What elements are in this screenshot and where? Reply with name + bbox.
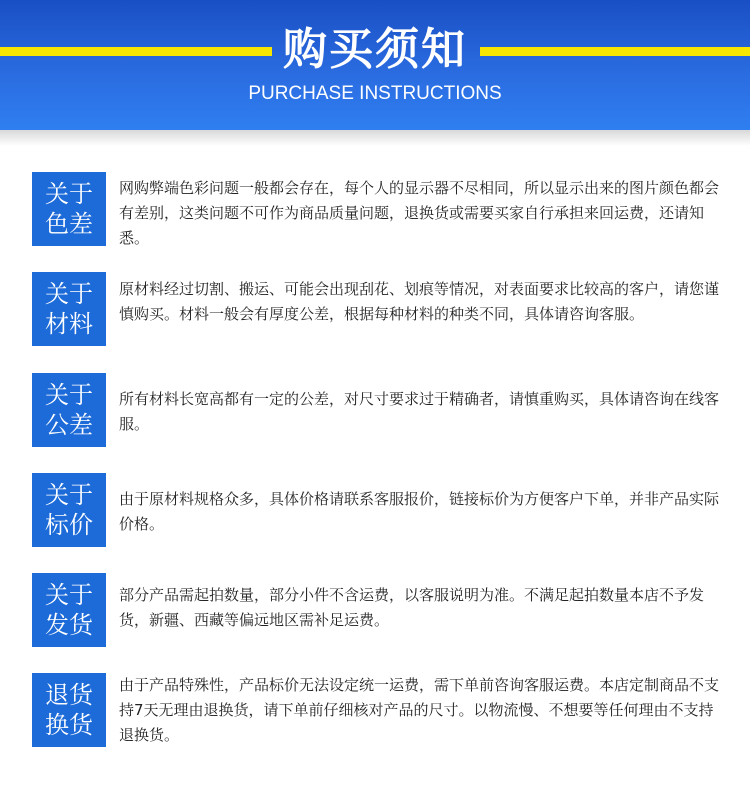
section-badge bbox=[32, 473, 106, 547]
section-badge bbox=[32, 172, 106, 246]
badge-line-2: 换货 bbox=[45, 711, 93, 739]
badge-line-2: 公差 bbox=[45, 411, 93, 439]
section-text: 网购弊端色彩问题一般都会存在，每个人的显示器不尽相同，所以显示出来的图片颜色都会有差别，这类问题不可作为商品质量问题，退换货或需要买家自行承担来回运费，还请知悉。 bbox=[119, 179, 720, 247]
header-banner bbox=[0, 0, 750, 130]
badge-line-1: 关于 bbox=[45, 180, 93, 208]
section-text: 所有材料长宽高都有一定的公差，对尺寸要求过于精确者，请慎重购买，具体请咨询在线客服。 bbox=[119, 390, 720, 433]
section-badge bbox=[32, 373, 106, 447]
page-title: 购买须知 bbox=[283, 24, 467, 75]
section-text: 由于产品特殊性，产品标价无法设定统一运费，需下单前咨询客服运费。本店定制商品不支持7天无理由退换货，请下单前仔细核对产品的尺寸。以物流慢、不想要等任何理由不支持退换货。 bbox=[119, 676, 720, 744]
section-badge bbox=[32, 673, 106, 747]
badge-line-1: 退货 bbox=[45, 681, 93, 709]
page-subtitle: PURCHASE INSTRUCTIONS bbox=[248, 83, 502, 104]
badge-line-1: 关于 bbox=[45, 581, 93, 609]
section-badge bbox=[32, 272, 106, 346]
section-text: 原材料经过切割、搬运、可能会出现刮花、划痕等情况，对表面要求比较高的客户，请您谨慎购买。材料一般会有厚度公差，根据每种材料的种类不同，具体请咨询客服。 bbox=[119, 280, 720, 323]
badge-line-2: 发货 bbox=[45, 611, 93, 639]
section-text: 部分产品需起拍数量，部分小件不含运费，以客服说明为准。不满足起拍数量本店不予发货，新疆、西藏等偏远地区需补足运费。 bbox=[119, 586, 705, 629]
section-text: 由于原材料规格众多，具体价格请联系客服报价，链接标价为方便客户下单，并非产品实际价格。 bbox=[119, 490, 720, 533]
badge-line-1: 关于 bbox=[45, 280, 93, 308]
badge-line-2: 标价 bbox=[45, 511, 93, 539]
section-badge bbox=[32, 573, 106, 647]
badge-line-2: 色差 bbox=[45, 210, 93, 238]
badge-line-1: 关于 bbox=[45, 381, 93, 409]
badge-line-1: 关于 bbox=[45, 481, 93, 509]
badge-line-2: 材料 bbox=[45, 310, 93, 338]
header-shadow bbox=[0, 130, 750, 146]
